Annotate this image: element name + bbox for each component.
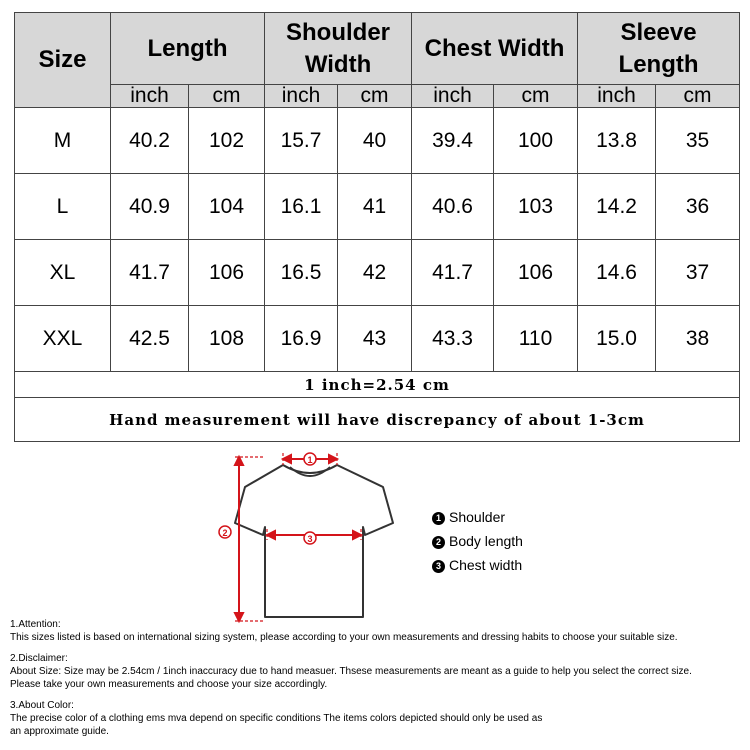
legend-number: 2 bbox=[432, 536, 445, 549]
note-title: 3.About Color: bbox=[10, 700, 74, 711]
legend-item-shoulder bbox=[432, 505, 592, 529]
discrepancy-row bbox=[15, 398, 740, 442]
unit-cell: inch bbox=[578, 85, 656, 108]
marker-body-length bbox=[219, 526, 231, 538]
note-disclaimer bbox=[10, 652, 745, 691]
table-row bbox=[15, 240, 740, 306]
sleeve-length-header: Sleeve Length bbox=[578, 13, 740, 85]
table-cell: 110 bbox=[494, 306, 578, 372]
table-cell: 15.0 bbox=[578, 306, 656, 372]
table-cell: 37 bbox=[656, 240, 740, 306]
note-line: an approximate guide. bbox=[10, 726, 109, 737]
note-attention bbox=[10, 618, 745, 644]
header-row bbox=[15, 13, 740, 85]
table-cell: 104 bbox=[189, 174, 265, 240]
size-label: M bbox=[15, 108, 111, 174]
table-cell: 14.2 bbox=[578, 174, 656, 240]
table-cell: 102 bbox=[189, 108, 265, 174]
table-cell: 108 bbox=[189, 306, 265, 372]
table-cell: 38 bbox=[656, 306, 740, 372]
tshirt-measurement-diagram bbox=[215, 445, 415, 625]
table-cell: 43.3 bbox=[412, 306, 494, 372]
table-cell: 100 bbox=[494, 108, 578, 174]
size-chart-table bbox=[14, 12, 740, 442]
table-cell: 14.6 bbox=[578, 240, 656, 306]
measurement-legend bbox=[432, 505, 592, 577]
discrepancy-note: Hand measurement will have discrepancy of about 1-3cm bbox=[15, 398, 740, 442]
note-line: This sizes listed is based on international sizing system, please according to your own measurements and dressing habits to choose your suitable size. bbox=[10, 632, 678, 643]
note-line: Please take your own measurements and choose your size accordingly. bbox=[10, 679, 328, 690]
conversion-note: 1 inch=2.54 cm bbox=[15, 372, 740, 398]
unit-cell: cm bbox=[338, 85, 412, 108]
table-cell: 106 bbox=[189, 240, 265, 306]
table-cell: 36 bbox=[656, 174, 740, 240]
conversion-row bbox=[15, 372, 740, 398]
table-cell: 41.7 bbox=[111, 240, 189, 306]
size-label: XXL bbox=[15, 306, 111, 372]
legend-number: 3 bbox=[432, 560, 445, 573]
notes-section bbox=[10, 618, 745, 746]
table-cell: 16.1 bbox=[265, 174, 338, 240]
size-header: Size bbox=[15, 13, 111, 108]
legend-label: Chest width bbox=[449, 557, 523, 573]
table-cell: 40 bbox=[338, 108, 412, 174]
table-cell: 41 bbox=[338, 174, 412, 240]
note-line: About Size: Size may be 2.54cm / 1inch inaccuracy due to hand measuer. Thsese measurements are meant as a guide to help you select the correct size. bbox=[10, 666, 692, 677]
unit-cell: cm bbox=[494, 85, 578, 108]
marker-label: 1 bbox=[307, 455, 313, 465]
legend-label: Shoulder bbox=[449, 509, 506, 525]
note-line: The precise color of a clothing ems mva depend on specific conditions The items colors depicted should only be used as bbox=[10, 713, 543, 724]
note-title: 2.Disclaimer: bbox=[10, 653, 68, 664]
table-cell: 16.5 bbox=[265, 240, 338, 306]
table-cell: 41.7 bbox=[412, 240, 494, 306]
marker-chest-width bbox=[304, 532, 316, 544]
size-label: XL bbox=[15, 240, 111, 306]
table-cell: 40.6 bbox=[412, 174, 494, 240]
unit-cell: cm bbox=[189, 85, 265, 108]
table-cell: 40.9 bbox=[111, 174, 189, 240]
unit-cell: inch bbox=[412, 85, 494, 108]
table-cell: 16.9 bbox=[265, 306, 338, 372]
table-cell: 42.5 bbox=[111, 306, 189, 372]
table-cell: 15.7 bbox=[265, 108, 338, 174]
legend-label: Body length bbox=[449, 533, 523, 549]
table-cell: 40.2 bbox=[111, 108, 189, 174]
table-cell: 35 bbox=[656, 108, 740, 174]
unit-cell: cm bbox=[656, 85, 740, 108]
table-row bbox=[15, 108, 740, 174]
unit-cell: inch bbox=[265, 85, 338, 108]
shoulder-width-header: Shoulder Width bbox=[265, 13, 412, 85]
table-cell: 13.8 bbox=[578, 108, 656, 174]
table-cell: 103 bbox=[494, 174, 578, 240]
table-cell: 42 bbox=[338, 240, 412, 306]
marker-shoulder bbox=[304, 453, 316, 465]
table-row bbox=[15, 306, 740, 372]
table-cell: 106 bbox=[494, 240, 578, 306]
legend-item-body-length bbox=[432, 529, 592, 553]
size-label: L bbox=[15, 174, 111, 240]
note-title: 1.Attention: bbox=[10, 619, 61, 630]
marker-label: 2 bbox=[222, 528, 228, 538]
legend-item-chest-width bbox=[432, 553, 592, 577]
length-header: Length bbox=[111, 13, 265, 85]
unit-cell: inch bbox=[111, 85, 189, 108]
note-color bbox=[10, 699, 745, 738]
table-row bbox=[15, 174, 740, 240]
table-cell: 39.4 bbox=[412, 108, 494, 174]
chest-width-header: Chest Width bbox=[412, 13, 578, 85]
marker-label: 3 bbox=[307, 534, 313, 544]
table-cell: 43 bbox=[338, 306, 412, 372]
legend-number: 1 bbox=[432, 512, 445, 525]
unit-row bbox=[15, 85, 740, 108]
